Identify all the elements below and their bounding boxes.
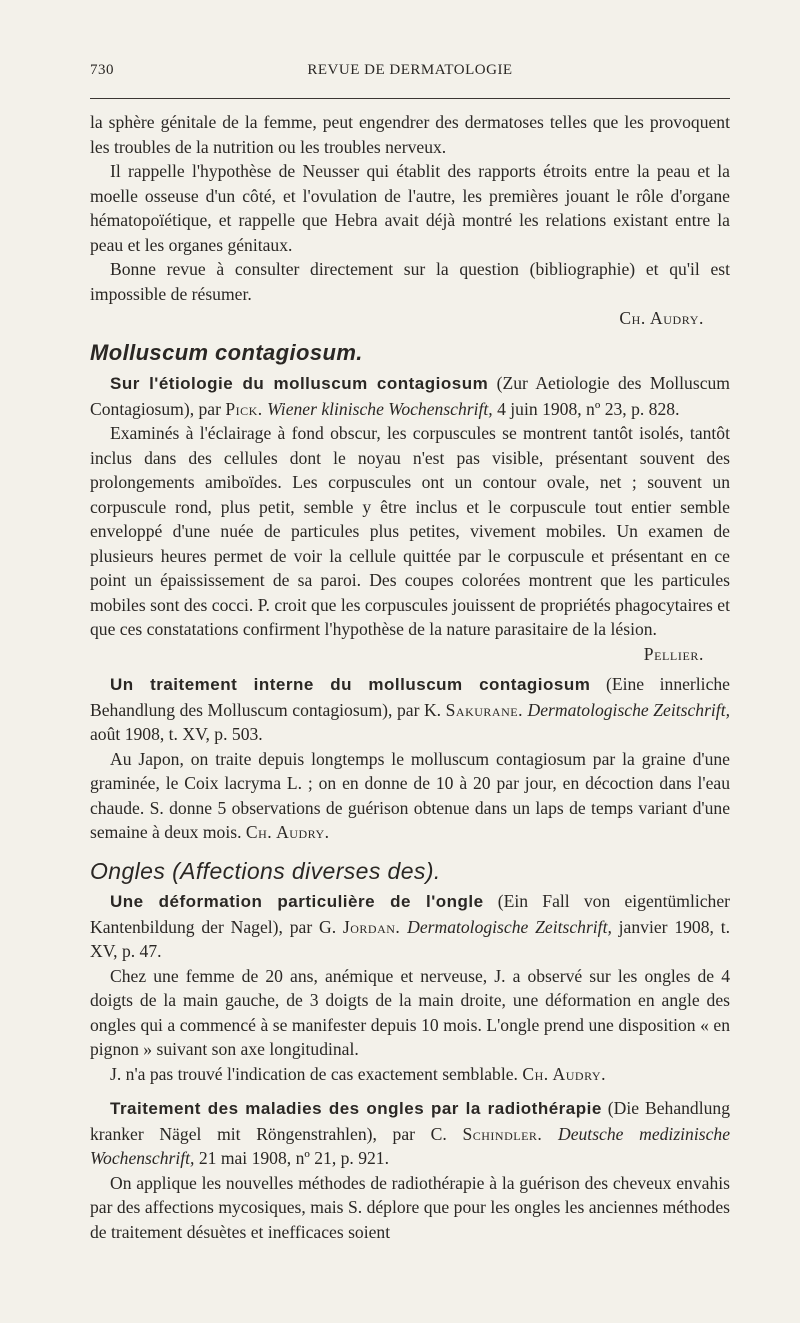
article-body-2-text: J. n'a pas trouvé l'indication de cas exactement semblable. <box>110 1063 518 1084</box>
intro-signature <box>90 306 730 331</box>
article-body: Examinés à l'éclairage à fond obscur, les corpuscules se montrent tantôt isolés, tantôt inclus dans des cellules dont le noyau n'est pas visible, présentant souvent des prolongements amiboïdes. Les corpuscules ont un contour ovale, net ; souvent un corpuscule rond, plus petit, semble y être inclus et le corpuscule tout entier semble enveloppé d'une nuée de particules plus petites, vivement mobiles. Un examen de plusieurs heures permet de voir la cellule quittée par le corpuscule et présentant en ce point un épaississement de sa paroi. Des coupes colorées montrent que les particules mobiles sont des cocci. P. croit que les corpuscules jouissent de propriétés phagocytaires et que ces constatations confirment l'hypothèse de la nature parasitaire de la lésion. <box>90 423 730 639</box>
header-rule <box>90 98 730 99</box>
reference-date: août 1908, t. XV, p. 503. <box>90 724 263 744</box>
reference-author: Schindler. <box>462 1123 543 1144</box>
reference-author: Sakurane. <box>445 699 523 720</box>
reference-text: (Zur Aetiologie des Molluscum Contagiosum), par <box>90 373 730 419</box>
article-reference <box>90 371 730 421</box>
article-title: Un traitement interne du molluscum contagiosum <box>110 675 591 694</box>
article-body: On applique les nouvelles méthodes de radiothérapie à la guérison des cheveux envahis par des affections mycosiques, mais S. déplore que pour les ongles les anciennes méthodes de traitement désuètes et inefficaces soient <box>90 1172 730 1242</box>
intro-paragraph-1: la sphère génitale de la femme, peut engendrer des dermatoses telles que les provoquent les troubles de la nutrition ou les troubles nerveux. <box>90 112 730 157</box>
running-header <box>90 58 730 86</box>
article-body-text: Au Japon, on traite depuis longtemps le molluscum contagiosum par la graine d'une graminée, le Coix lacryma L. ; on en donne de 10 à 20 par jour, en décoction dans l'eau chaude. S. donne 5 observations de guérison obtenue dans un laps de temps variant d'une semaine à deux mois. <box>90 748 730 842</box>
reference-text: (Eine innerliche Behandlung des Molluscum contagiosum), par K. <box>90 674 730 720</box>
article-title: Une déformation particulière de l'ongle <box>110 892 484 911</box>
article-body: Chez une femme de 20 ans, anémique et nerveuse, J. a observé sur les ongles de 4 doigts de la main gauche, de 3 doigts de la main droite, une déformation en angle des ongles qui a commencé à se manifester depuis 10 mois. L'ongle prend une disposition « en pignon » suivant son axe longitudinal. <box>90 965 730 1059</box>
section-title-molluscum: Molluscum contagiosum. <box>90 339 363 365</box>
article-reference <box>90 889 730 964</box>
reference-journal: Dermatologische Zeitschrift, <box>522 699 730 720</box>
reference-text: (Ein Fall von eigentümlicher Kantenbildung der Nagel), par G. <box>90 891 730 937</box>
article-nail-deformation <box>90 889 730 1086</box>
reference-journal: Deutsche medizinische Wochenschrift, <box>90 1123 730 1168</box>
article-reference <box>90 672 730 747</box>
intro-paragraph-2: Il rappelle l'hypothèse de Neusser qui établit des rapports étroits entre la peau et la moelle osseuse d'un côté, et l'ovulation de l'autre, les premières jouant le rôle d'organe hématopoïétique, et rappelle que Hebra avait déjà montré les relations existant entre la peau et les organes génitaux. <box>90 161 730 255</box>
article-molluscum-etiology <box>90 371 730 666</box>
article-author: Ch. Audry. <box>522 1063 606 1084</box>
article-reference <box>90 1096 730 1171</box>
article-nail-radiotherapy <box>90 1096 730 1244</box>
reference-author: Pick. <box>225 398 263 419</box>
reference-author: Jordan. <box>342 916 401 937</box>
section-title-ongles: Ongles (Affections diverses des). <box>90 857 441 884</box>
page-body <box>90 110 730 1244</box>
article-molluscum-treatment <box>90 672 730 845</box>
reference-date: 21 mai 1908, nº 21, p. 921. <box>194 1148 390 1168</box>
article-author: Pellier. <box>643 643 704 664</box>
intro-paragraph-3 <box>90 257 730 306</box>
article-body-2 <box>90 1062 730 1087</box>
page-number: 730 <box>90 62 114 78</box>
intro-paragraph-3-text: Bonne revue à consulter directement sur la question (bibliographie) et qu'il est impossible de résumer. <box>90 259 730 304</box>
journal-title: REVUE DE DERMATOLOGIE <box>307 62 513 78</box>
article-signature <box>90 642 730 667</box>
reference-journal: Dermatologische Zeitschrift, <box>400 916 612 937</box>
reference-date: janvier 1908, t. XV, p. 47. <box>90 916 730 961</box>
article-title: Sur l'étiologie du molluscum contagiosum <box>110 374 489 393</box>
article-author: Ch. Audry. <box>245 822 330 842</box>
reference-text: (Die Behandlung kranker Nägel mit Röngenstrahlen), par C. <box>90 1098 730 1144</box>
reference-journal: Wiener klinische Wochenschrift, <box>262 398 493 419</box>
article-body <box>90 747 730 845</box>
reference-date: 4 juin 1908, nº 23, p. 828. <box>492 398 680 419</box>
intro-author: Ch. Audry. <box>619 308 704 328</box>
article-title: Traitement des maladies des ongles par la radiothérapie <box>110 1099 602 1118</box>
